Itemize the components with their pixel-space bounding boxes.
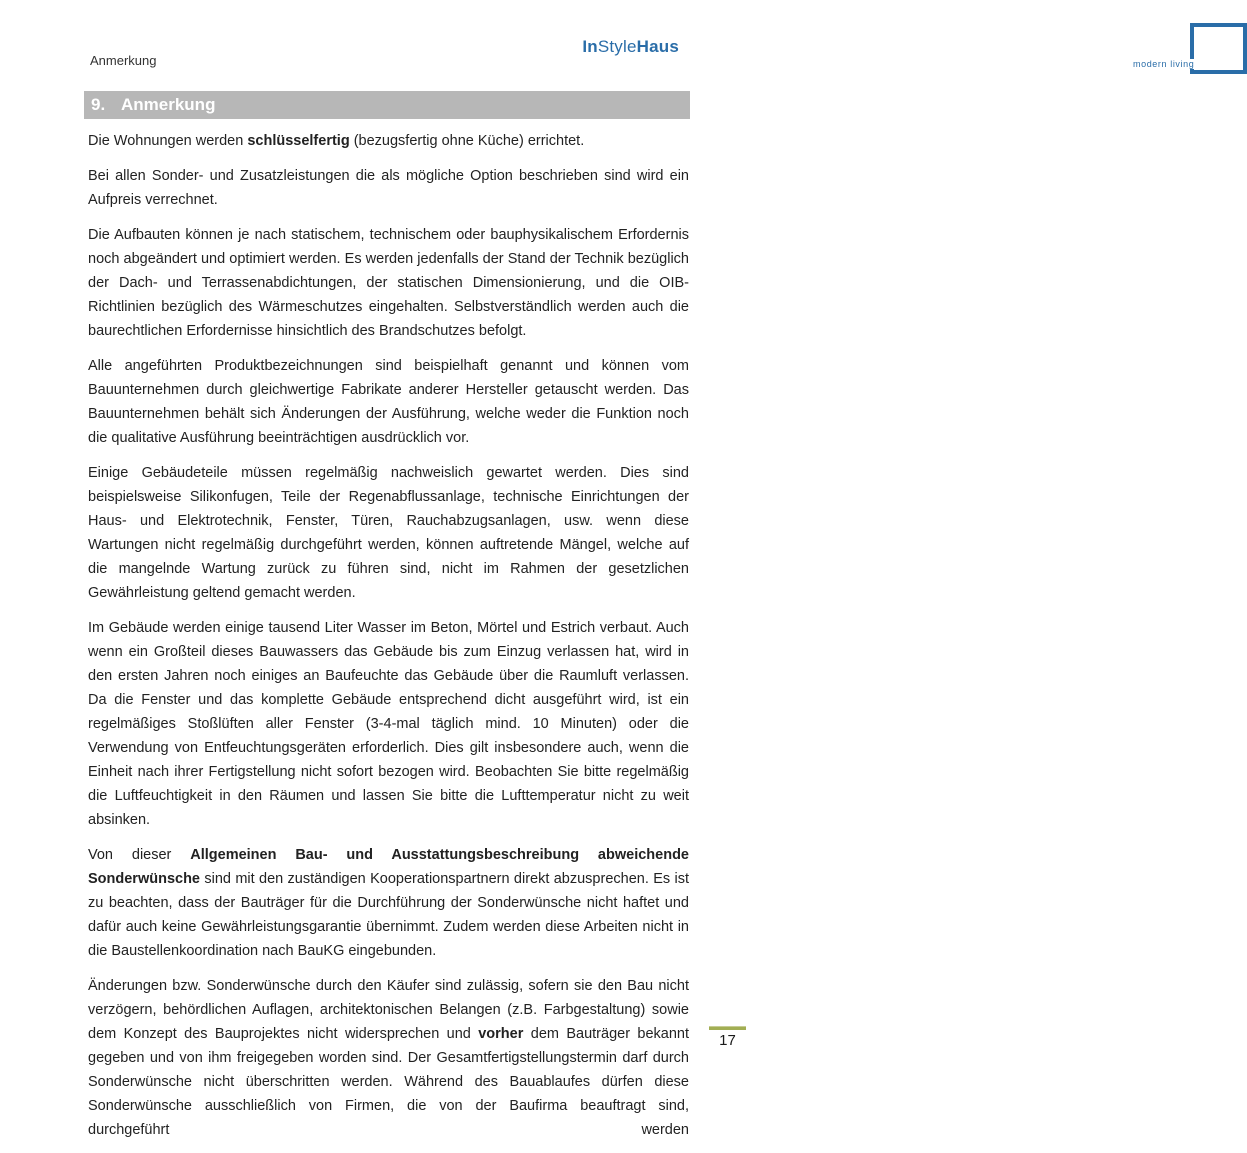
paragraph	[88, 616, 689, 832]
paragraph	[88, 223, 689, 343]
paragraph	[88, 164, 689, 212]
logo-wordmark	[580, 37, 681, 56]
paragraph-text-bold: Allgemeinen Bau- und Ausstattungsbeschreibung abweichende Sonderwünsche	[88, 847, 689, 887]
paragraph-text: Von dieser	[88, 847, 191, 863]
paragraph-text: Die Aufbauten können je nach statischem, technischem oder bauphysikalischem Erfordernis noch abgeändert und optimiert werden. Es werden jedenfalls der Stand der Technik bezüglich der Dach- und Terrassenabdichtungen, der statischen Dimensionierung, und die OIB-Richtlinien bezüglich des Wärmeschutzes eingehalten. Selbstverständlich werden auch die baurechtlichen Erfordernisse hinsichtlich des Brandschutzes befolgt.	[88, 227, 689, 339]
paragraph-text: Im Gebäude werden einige tausend Liter Wasser im Beton, Mörtel und Estrich verbaut. Auch wenn ein Großteil dieses Bauwassers das Gebäude bis zum Einzug verlassen hat, wird in den ersten Jahren noch einiges an Baufeuchte das Gebäude über die Raumluft verlassen. Da die Fenster und das komplette Gebäude entsprechend dicht ausgeführt wird, ist ein regelmäßiges Stoßlüften aller Fenster (3-4-mal täglich mind. 10 Minuten) oder die Verwendung von Entfeuchtungsgeräten erforderlich. Dies gilt insbesondere auch, wenn die Einheit nach ihrer Fertigstellung nicht sofort bezogen wird. Beobachten Sie bitte regelmäßig die Luftfeuchtigkeit in den Räumen und lassen Sie bitte die Lufttemperatur nicht zu weit absinken.	[88, 620, 689, 828]
paragraph-text-bold: schlüsselfertig	[247, 133, 350, 149]
paragraph-text: Alle angeführten Produktbezeichnungen sind beispielhaft genannt und können vom Bauunternehmen durch gleichwertige Fabrikate anderer Hersteller getauscht werden. Das Bauunternehmen behält sich Änderungen der Ausführung, welche weder die Funktion noch die qualitative Ausführung beeinträchtigen ausdrücklich vor.	[88, 358, 689, 446]
section-heading-banner	[84, 91, 690, 119]
footer-rule	[709, 1026, 746, 1030]
logo-square-frame	[1190, 23, 1247, 74]
paragraph-text: Einige Gebäudeteile müssen regelmäßig nachweislich gewartet werden. Dies sind beispielsweise Silikonfugen, Teile der Regenabflussanlage, technische Einrichtungen der Haus- und Elektrotechnik, Fenster, Türen, Rauchabzugsanlagen, usw. wenn diese Wartungen nicht regelmäßig durchgeführt werden, können auftretende Mängel, welche auf die mangelnde Wartung zurück zu führen sind, nicht im Rahmen der gesetzlichen Gewährleistung geltend gemacht werden.	[88, 465, 689, 601]
paragraph	[88, 461, 689, 605]
paragraph	[88, 843, 689, 963]
logo-word-in: In	[582, 37, 598, 56]
logo-word-haus: Haus	[636, 37, 679, 56]
paragraph-text: Die Wohnungen werden	[88, 133, 248, 149]
document-body	[88, 129, 689, 1153]
paragraph-text: (bezugsfertig ohne Küche) errichtet.	[349, 133, 585, 149]
paragraph-text: Änderungen bzw. Sonderwünsche durch den Käufer sind zulässig, sofern sie den Bau nicht verzögern, behördlichen Auflagen, architektonischen Belangen (z.B. Farbgestaltung) sowie dem Konzept des Bauprojektes nicht widersprechen und	[88, 978, 689, 1042]
logo-word-style: Style	[597, 37, 637, 56]
running-header: Anmerkung	[90, 53, 157, 68]
section-title: Anmerkung	[121, 95, 216, 114]
paragraph	[88, 129, 689, 153]
paragraph	[88, 974, 689, 1142]
company-logo	[555, 0, 1195, 90]
paragraph-text: dem Bauträger bekannt gegeben und von ihm freigegeben worden sind. Der Gesamtfertigstellungstermin darf durch Sonderwünsche nicht überschritten werden. Während des Bauablaufes dürfen diese Sonderwünsche ausschließlich von Firmen, die von der Baufirma beauftragt sind, durchgeführt werden	[88, 1026, 690, 1138]
section-number: 9.	[91, 95, 106, 114]
paragraph	[88, 354, 689, 450]
logo-tagline: modern living	[1133, 59, 1197, 69]
page-number: 17	[719, 1032, 736, 1049]
paragraph-text: sind mit den zuständigen Kooperationspartnern direkt abzusprechen. Es ist zu beachten, dass der Bauträger für die Durchführung der Sonderwünsche nicht haftet und dafür auch keine Gewährleistungsgarantie übernimmt. Zudem werden diese Arbeiten nicht in die Baustellenkoordination nach BauKG eingebunden.	[88, 871, 689, 959]
paragraph-text-bold: vorher	[478, 1026, 524, 1042]
paragraph-text: Bei allen Sonder- und Zusatzleistungen die als mögliche Option beschrieben sind wird ein Aufpreis verrechnet.	[88, 168, 689, 208]
